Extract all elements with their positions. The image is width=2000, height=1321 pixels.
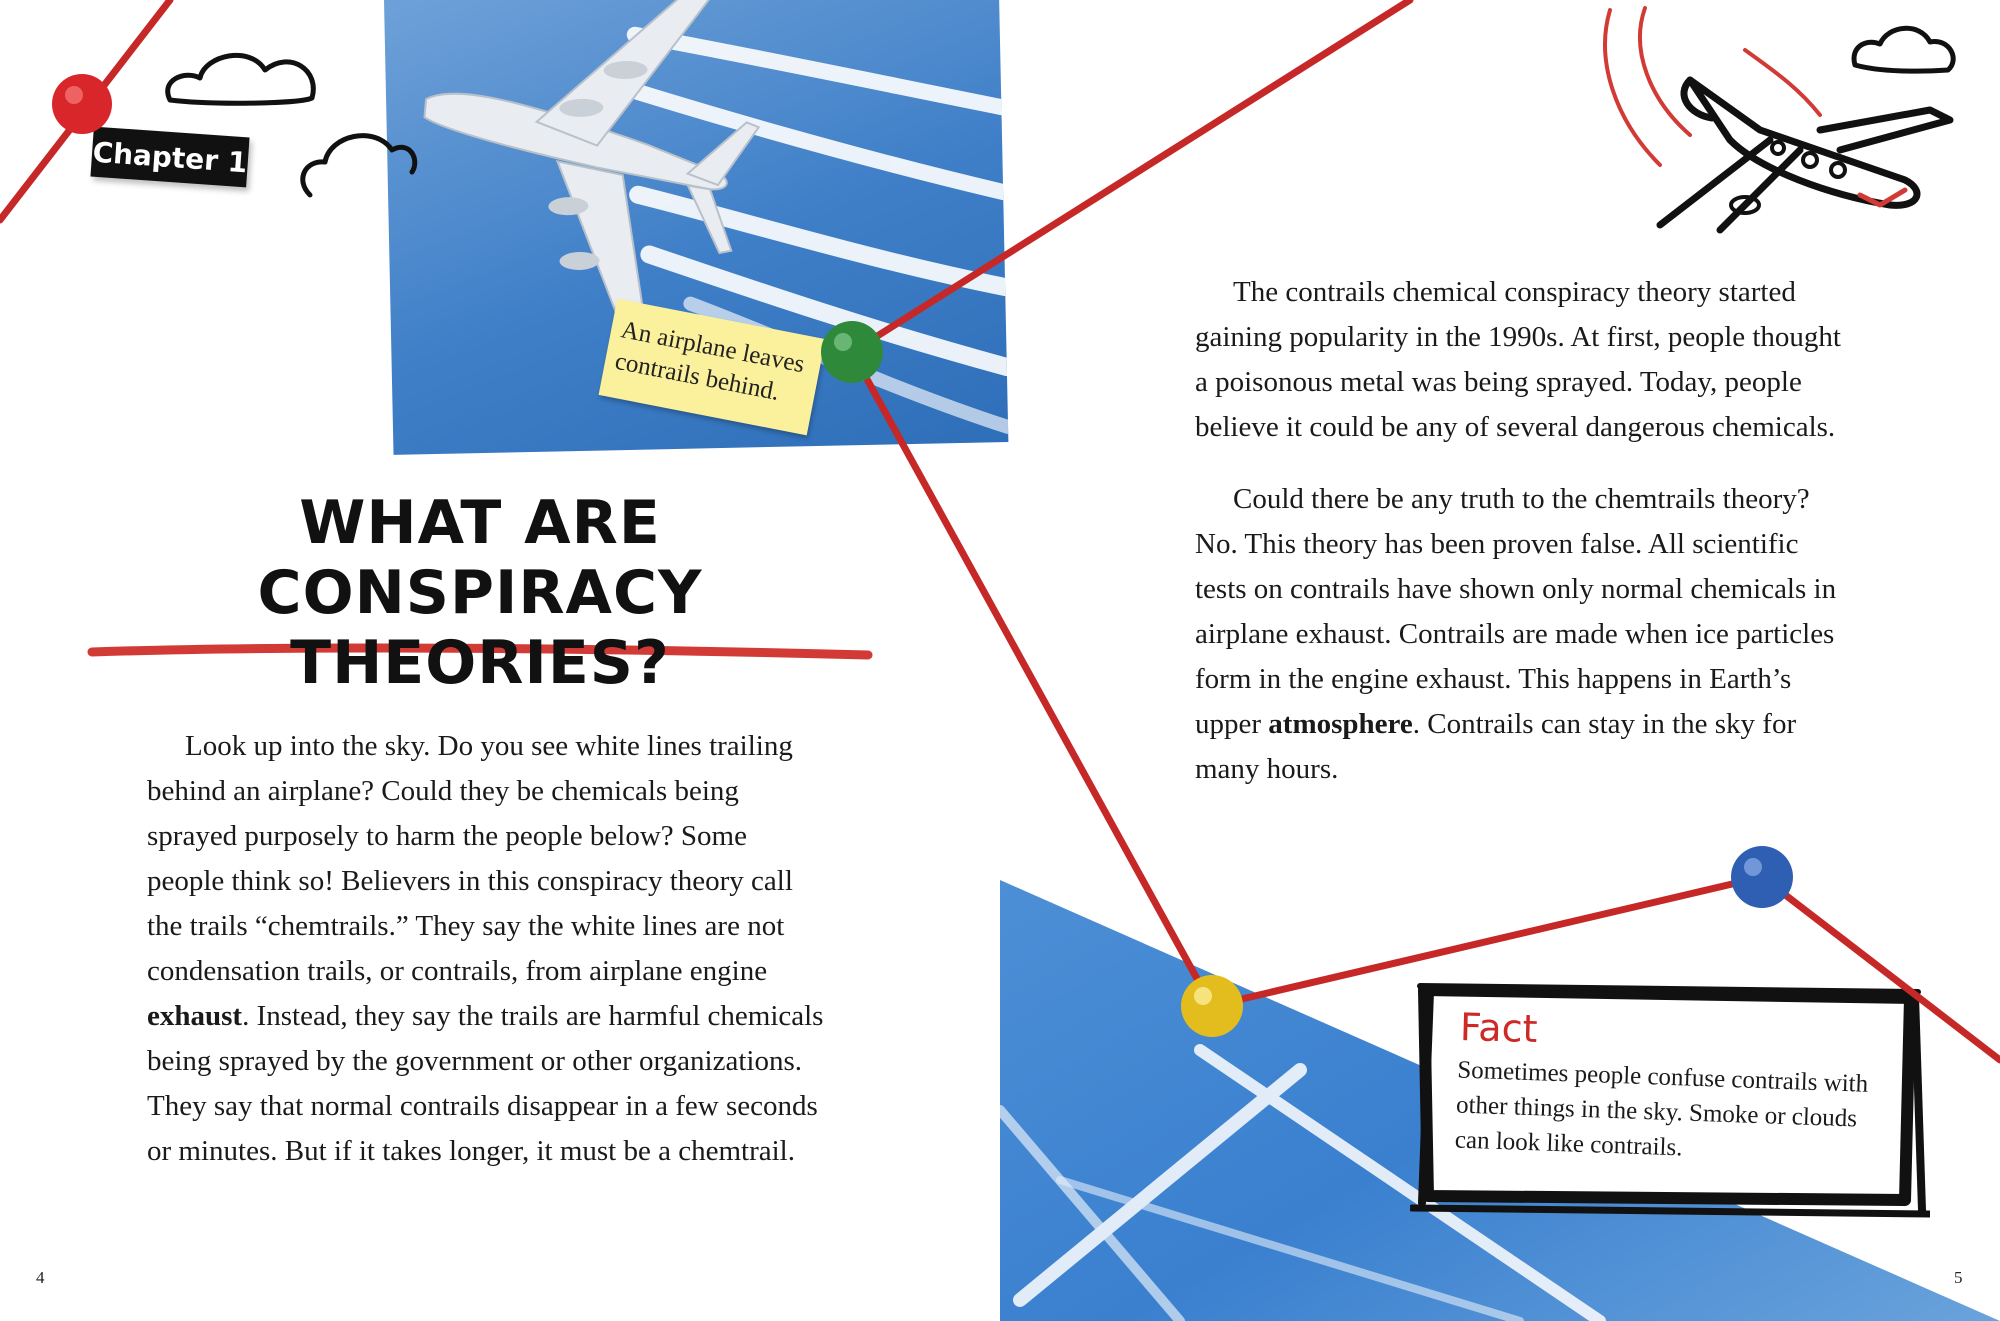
glossary-word-atmosphere: atmosphere [1268, 708, 1413, 740]
red-string [1212, 877, 1762, 1006]
left-paragraph-1-text-b: . Instead, they say the trails are harmful chemicals being sprayed by the government or other organizations. They say that normal contrails disappear in a few seconds or minutes. But if it takes longer, it must be a chemtrail. [147, 1000, 824, 1167]
red-string [1762, 877, 2000, 1060]
right-paragraph-1: The contrails chemical conspiracy theory started gaining popularity in the 1990s. At first, people thought a poisonous metal was being sprayed. Today, people believe it could be any of several dangerous chemicals. [1195, 276, 1841, 443]
red-string [852, 0, 1410, 352]
green-pushpin-icon [821, 321, 883, 383]
page-number-right: 5 [1954, 1268, 1963, 1287]
chapter-label: Chapter 1 [90, 127, 249, 188]
heading-line-1: WHAT ARE [299, 488, 661, 558]
right-paragraph-2-text-a: Could there be any truth to the chemtrails theory? No. This theory has been proven false. All scientific tests on contrails have shown only normal chemicals in airplane exhaust. Contrails are made when ice particles form in the engine exhaust. This happens in Earth’s upper [1195, 483, 1837, 740]
heading-line-2: CONSPIRACY THEORIES? [257, 558, 703, 698]
fact-text: Sometimes people confuse contrails with other things in the sky. Smoke or clouds can look like contrails. [1454, 1056, 1869, 1162]
yellow-pushpin-icon [1181, 975, 1243, 1037]
glossary-word-exhaust: exhaust [147, 1000, 243, 1032]
blue-pushpin-icon [1731, 846, 1793, 908]
left-paragraph-1-text-a: Look up into the sky. Do you see white lines trailing behind an airplane? Could they be chemicals being sprayed purposely to harm the people below? Some people think so! Believers in this conspiracy theory call the trails “chemtrails.” They say the white lines are not condensation trails, or contrails, from airplane engine [147, 730, 793, 987]
page-number-left: 4 [36, 1268, 45, 1287]
fact-title: Fact [1459, 1004, 1539, 1052]
right-paragraph-2-text-b: . Contrails can stay in the sky for many hours. [1195, 708, 1797, 785]
photo-caption: An airplane leaves contrails behind. [599, 299, 826, 436]
red-pushpin-icon [52, 74, 112, 134]
red-string [852, 352, 1212, 1006]
